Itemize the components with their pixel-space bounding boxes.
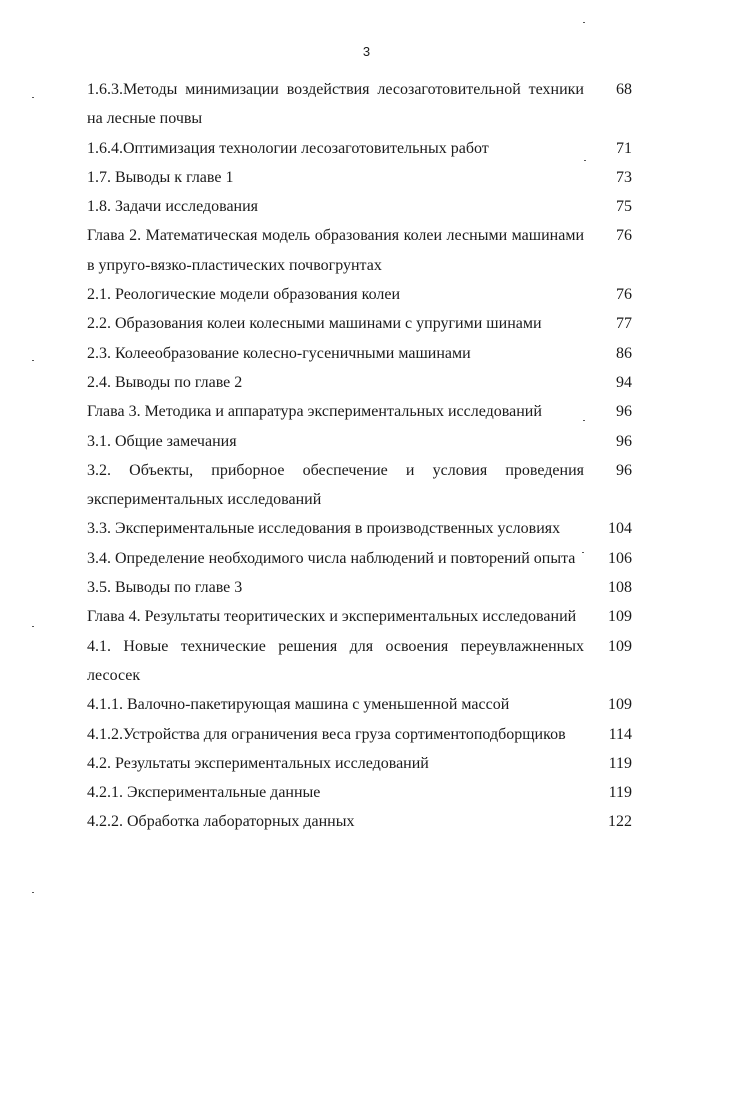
toc-entry-page: 94 — [616, 373, 632, 391]
toc-entry-page: 114 — [608, 725, 632, 743]
toc-entry-page: 122 — [608, 813, 632, 831]
scan-speck — [32, 97, 34, 98]
toc-entry-page: 109 — [608, 696, 632, 714]
toc-entry-title: Глава 4. Результаты теоритических и экспериментальных исследований — [87, 608, 577, 626]
toc-entry-page: 86 — [616, 344, 632, 362]
toc-entry — [87, 368, 632, 397]
toc-entry-title: 2.4. Выводы по главе 2 — [87, 373, 243, 391]
toc-entry-title: 3.5. Выводы по главе 3 — [87, 579, 243, 597]
toc-entry-title: 3.2. Объекты, приборное обеспечение и условия проведения экспериментальных исследований — [87, 461, 584, 509]
toc-entry — [87, 280, 632, 309]
toc-entry — [87, 632, 632, 691]
scan-speck — [584, 160, 586, 161]
toc-entry-page: 104 — [608, 520, 632, 538]
toc-entry-title: 4.1.2.Устройства для ограничения веса груза сортиментоподборщиков — [87, 725, 566, 743]
toc-entry — [87, 163, 632, 192]
toc-entry — [87, 749, 632, 778]
toc-entry — [87, 720, 632, 749]
toc-entry-title: 1.6.3.Методы минимизации воздействия лесозаготовительной техники на лесные почвы — [87, 81, 584, 128]
toc-entry-page: 108 — [608, 579, 632, 597]
toc-entry — [87, 544, 632, 573]
toc-entry-title: 1.8. Задачи исследования — [87, 198, 259, 216]
toc-entry — [87, 221, 632, 280]
toc-entry-title: Глава 3. Методика и аппаратура экспериментальных исследований — [87, 403, 542, 421]
toc-entry-page: 77 — [616, 315, 632, 333]
toc-entry-title: 4.1.1. Валочно-пакетирующая машина с уменьшенной массой — [87, 696, 510, 714]
toc-entry-title: 3.3. Экспериментальные исследования в производственных условиях — [87, 520, 561, 538]
toc-entry-page: 76 — [616, 286, 632, 304]
toc-entry-title: 1.7. Выводы к главе 1 — [87, 168, 234, 186]
toc-entry-title: 4.2.2. Обработка лабораторных данных — [87, 813, 355, 831]
toc-entry-title: 2.1. Реологические модели образования колеи — [87, 286, 401, 304]
toc-entry-page: 96 — [616, 432, 632, 450]
toc-entry-title: 1.6.4.Оптимизация технологии лесозаготовительных работ — [87, 139, 489, 157]
toc-entry-title: 4.2. Результаты экспериментальных исследований — [87, 754, 429, 772]
toc-entry-page: 109 — [608, 637, 632, 655]
toc-entry-title: 3.1. Общие замечания — [87, 432, 237, 450]
toc-entry-page: 96 — [616, 461, 632, 479]
toc-entry — [87, 427, 632, 456]
scan-speck — [32, 626, 34, 627]
toc-entry-page: 73 — [616, 168, 632, 186]
toc-entry — [87, 339, 632, 368]
toc-entry-page: 96 — [616, 403, 632, 421]
page-number: 3 — [362, 44, 371, 59]
toc-entry — [87, 573, 632, 602]
toc-entry-title: 3.4. Определение необходимого числа наблюдений и повторений опыта — [87, 549, 576, 567]
toc-entry — [87, 192, 632, 221]
scan-speck — [583, 420, 585, 421]
toc-entry — [87, 514, 632, 543]
toc-entry-page: 119 — [608, 754, 632, 772]
toc-entry-title: 2.3. Колееобразование колесно-гусеничными машинами — [87, 344, 471, 362]
toc-entry-title: 2.2. Образования колеи колесными машинами с упругими шинами — [87, 315, 542, 333]
scan-speck — [583, 22, 585, 23]
toc-entry-page: 71 — [616, 139, 632, 157]
toc-entry — [87, 690, 632, 719]
table-of-contents — [87, 75, 632, 837]
toc-entry-page: 75 — [616, 198, 632, 216]
toc-entry — [87, 134, 632, 163]
toc-entry-page: 119 — [608, 784, 632, 802]
toc-entry — [87, 807, 632, 836]
toc-entry — [87, 397, 632, 426]
toc-entry — [87, 309, 632, 338]
toc-entry — [87, 75, 632, 134]
toc-entry-page: 76 — [616, 227, 632, 245]
scan-speck — [32, 892, 34, 893]
toc-entry — [87, 778, 632, 807]
toc-entry-page: 109 — [608, 608, 632, 626]
scan-speck — [32, 360, 34, 361]
toc-entry-title: 4.2.1. Экспериментальные данные — [87, 784, 321, 802]
toc-entry-title: 4.1. Новые технические решения для освоения переувлажненных лесосек — [87, 637, 584, 684]
toc-entry-page: 68 — [616, 81, 632, 98]
scan-speck — [582, 552, 584, 553]
toc-entry-page: 106 — [608, 549, 632, 567]
toc-entry — [87, 602, 632, 631]
toc-entry-title: Глава 2. Математическая модель образования колеи лесными машинами в упруго-вязко-пластических почвогрунтах — [87, 227, 584, 274]
toc-entry — [87, 456, 632, 515]
